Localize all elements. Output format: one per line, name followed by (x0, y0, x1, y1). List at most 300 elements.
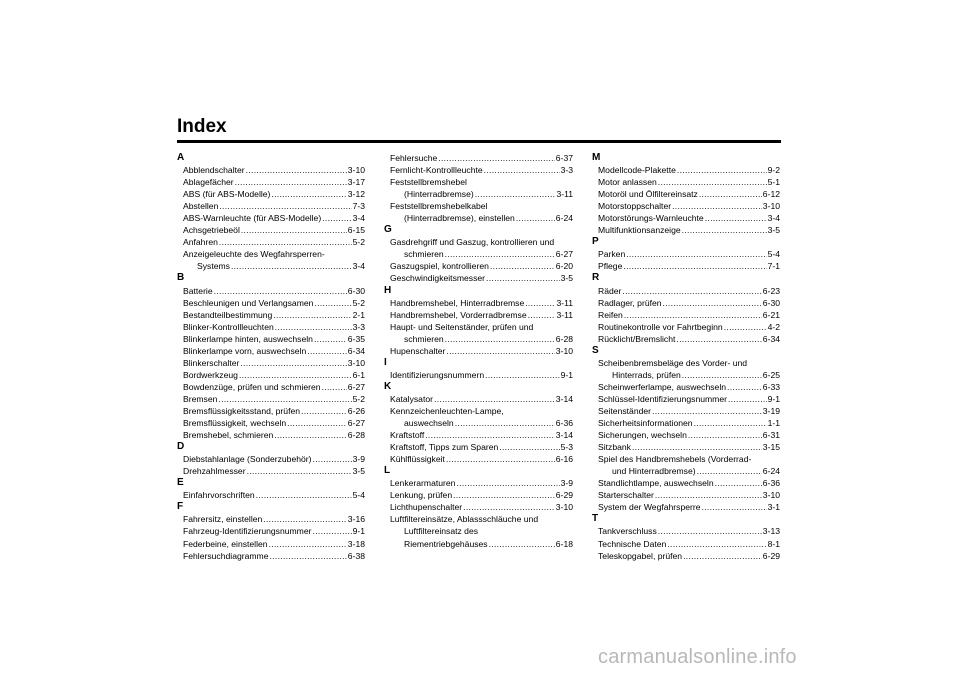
index-entry[interactable] (177, 345, 365, 357)
dot-leader (275, 321, 352, 333)
index-entry-page: 6-35 (347, 333, 365, 344)
index-entry-label: Batterie (183, 285, 213, 296)
index-entry-label: Scheinwerferlampe, auswechseln (598, 381, 727, 392)
index-entry-page: 6-37 (555, 153, 573, 163)
index-letter-heading: L (384, 465, 391, 477)
index-entry[interactable] (384, 260, 573, 272)
index-entry-label: Motoröl und Ölfiltereinsatz (598, 189, 698, 200)
index-entry-label: Hinterrads, prüfen (612, 369, 681, 380)
dot-leader (697, 465, 762, 477)
index-letter-heading: G (384, 224, 392, 236)
index-entry-page: 1-1 (767, 418, 780, 429)
index-entry-text: Spiel des Handbremshebels (Vorderrad- (598, 454, 752, 465)
index-entry[interactable] (384, 212, 573, 224)
dot-leader (453, 489, 555, 501)
index-entry-page: 3-12 (347, 189, 365, 200)
index-entry[interactable] (177, 393, 365, 405)
index-entry[interactable] (592, 501, 780, 513)
index-entry[interactable] (592, 333, 780, 345)
dot-leader (446, 345, 554, 357)
index-entry-label: Reifen (598, 309, 623, 320)
index-entry-label: Blinkerlampe hinten, auswechseln (183, 333, 313, 344)
index-entry-label: Drehzahlmesser (183, 466, 246, 477)
index-entry[interactable] (384, 272, 573, 284)
index-entry-page: 3-11 (556, 309, 573, 320)
index-entry-page: 3-13 (762, 526, 780, 537)
index-entry[interactable] (177, 429, 365, 441)
dot-leader (677, 164, 767, 176)
index-entry-label: Blinkerlampe vorn, auswechseln (183, 345, 307, 356)
dot-leader (438, 152, 555, 164)
dot-leader (688, 429, 762, 441)
index-entry-page: 3-3 (560, 165, 573, 176)
index-entry-page: 3-15 (762, 442, 780, 453)
dot-leader (489, 538, 555, 550)
index-entry-label: Motor anlassen (598, 177, 657, 188)
index-letter-heading: A (177, 152, 185, 163)
index-entry[interactable] (592, 248, 780, 260)
index-entry-label: Starterschalter (598, 490, 654, 501)
dot-leader (240, 357, 346, 369)
index-entry-label: (Hinterradbremse), einstellen (404, 213, 515, 224)
index-column-1 (177, 152, 365, 562)
index-entry-page: 5-2 (352, 297, 365, 308)
index-entry-page: 3-17 (347, 177, 365, 188)
index-entry[interactable] (177, 164, 365, 176)
index-entry-label: Geschwindigkeitsmesser (390, 273, 486, 284)
index-entry[interactable] (592, 489, 780, 501)
index-entry-page: 6-34 (762, 333, 780, 344)
index-entry[interactable] (384, 248, 573, 260)
index-entry[interactable] (384, 538, 573, 550)
dot-leader (322, 212, 351, 224)
index-entry-page: 4-2 (767, 321, 780, 332)
index-entry[interactable] (592, 285, 780, 297)
index-entry-label: Bremsen (183, 393, 218, 404)
index-entry-page: 6-24 (762, 466, 780, 477)
dot-leader (658, 176, 767, 188)
index-entry[interactable] (177, 453, 365, 465)
index-entry-label: Lenkerarmaturen (390, 478, 456, 489)
index-entry-label: schmieren (404, 333, 444, 344)
index-letter-heading: I (384, 356, 387, 368)
index-entry[interactable] (592, 381, 780, 393)
index-entry-label: Kraftstoff (390, 430, 425, 441)
dot-leader (485, 369, 559, 381)
index-letter-heading: E (177, 477, 184, 489)
index-entry-page: 6-18 (555, 538, 573, 549)
index-entry-label: Ablagefächer (183, 177, 234, 188)
index-entry[interactable] (592, 200, 780, 212)
index-entry-label: Blinkerschalter (183, 357, 240, 368)
index-entry[interactable] (592, 321, 780, 333)
index-entry[interactable] (177, 417, 365, 429)
index-letter-heading: T (592, 513, 599, 525)
index-entry-page: 5-4 (767, 249, 780, 260)
index-entry-label: Bordwerkzeug (183, 369, 238, 380)
index-entry-page: 6-20 (555, 261, 573, 272)
index-entry[interactable] (384, 453, 573, 465)
index-entry-label: Motorstoppschalter (598, 201, 672, 212)
index-entry-page: 6-27 (347, 381, 365, 392)
index-entry-label: Federbeine, einstellen (183, 538, 268, 549)
index-entry-page: 6-34 (347, 345, 365, 356)
dot-leader (301, 405, 347, 417)
dot-leader (446, 453, 555, 465)
index-entry-label: Fahrersitz, einstellen (183, 514, 263, 525)
dot-leader (269, 538, 347, 550)
index-entry[interactable] (384, 369, 573, 381)
index-entry-page: 9-1 (767, 393, 780, 404)
index-entry-text: Feststellbremshebelkabel (390, 201, 488, 212)
index-entry-page: 3-10 (555, 502, 573, 513)
index-entry-label: Bowdenzüge, prüfen und schmieren (183, 381, 321, 392)
index-entry-label: Motorstörungs-Warnleuchte (598, 213, 704, 224)
index-entry-page: 3-14 (555, 393, 573, 404)
dot-leader (475, 188, 556, 200)
index-entry-text: Luftfiltereinsatz des (404, 526, 479, 537)
index-entry[interactable] (177, 538, 365, 550)
index-entry[interactable] (384, 501, 573, 513)
index-entry-label: Abstellen (183, 201, 219, 212)
index-letter-heading: B (177, 272, 185, 284)
index-entry-label: Parken (598, 249, 626, 260)
index-entry[interactable] (177, 333, 365, 345)
index-letter-heading: H (384, 284, 392, 296)
index-entry-label: Sicherheitsinformationen (598, 418, 693, 429)
index-entry-label: Anfahren (183, 237, 218, 248)
dot-leader (626, 248, 766, 260)
dot-leader (445, 333, 555, 345)
index-entry-page: 3-4 (352, 261, 365, 272)
dot-leader (241, 224, 347, 236)
dot-leader (313, 525, 352, 537)
index-entry-label: Blinker-Kontrollleuchten (183, 321, 274, 332)
index-entry-label: Bremsflüssigkeit, wechseln (183, 418, 287, 429)
index-entry-page: 3-10 (347, 357, 365, 368)
index-letter-heading: D (177, 441, 185, 453)
index-entry[interactable] (592, 224, 780, 236)
dot-leader (247, 465, 352, 477)
index-entry[interactable] (177, 297, 365, 309)
index-entry-label: Fahrzeug-Identifizierungsnummer (183, 526, 312, 537)
index-entry[interactable] (384, 477, 573, 489)
index-entry[interactable] (384, 152, 573, 164)
dot-leader (667, 538, 766, 550)
index-entry-page: 3-9 (352, 454, 365, 465)
index-entry[interactable] (592, 405, 780, 417)
index-entry-page: 5-1 (767, 177, 780, 188)
index-column-3 (592, 152, 780, 562)
index-entry[interactable] (592, 550, 780, 562)
dot-leader (273, 309, 351, 321)
index-entry-label: ABS (für ABS-Modelle) (183, 189, 271, 200)
dot-leader (623, 260, 766, 272)
index-entry-label: System der Wegfahrsperre (598, 502, 701, 513)
dot-leader (287, 417, 347, 429)
dot-leader (727, 381, 762, 393)
index-entry-page: 6-23 (762, 285, 780, 296)
dot-leader (235, 176, 347, 188)
index-entry[interactable] (177, 200, 365, 212)
watermark: carmanualsonline.info (598, 646, 797, 668)
index-letter-heading: K (384, 380, 392, 392)
dot-leader (702, 501, 767, 513)
index-entry[interactable] (384, 429, 573, 441)
index-entry-page: 8-1 (767, 538, 780, 549)
index-entry[interactable] (384, 417, 573, 429)
dot-leader (219, 236, 352, 248)
index-entry-page: 3-11 (556, 189, 573, 200)
index-entry-page: 2-1 (352, 309, 365, 320)
index-entry-text: Anzeigeleuchte des Wegfahrsperren- (183, 249, 325, 260)
dot-leader (528, 309, 556, 321)
index-entry[interactable] (177, 260, 365, 272)
index-entry-text: Kennzeichenleuchten-Lampe, (390, 405, 504, 416)
index-entry-label: auswechseln (404, 418, 454, 429)
index-entry[interactable] (592, 176, 780, 188)
dot-leader (214, 285, 347, 297)
dot-leader (219, 200, 351, 212)
dot-leader (434, 393, 555, 405)
index-entry[interactable] (177, 405, 365, 417)
index-entry-label: Radlager, prüfen (598, 297, 662, 308)
index-entry[interactable] (592, 441, 780, 453)
dot-leader (663, 297, 762, 309)
index-entry-page: 5-2 (352, 393, 365, 404)
index-entry-page: 6-28 (555, 333, 573, 344)
index-entry-label: Hupenschalter (390, 345, 446, 356)
index-entry-page: 3-4 (352, 213, 365, 224)
index-entry-page: 3-18 (347, 538, 365, 549)
index-letter-heading: S (592, 344, 599, 356)
index-entry-page: 6-15 (347, 225, 365, 236)
index-entry[interactable] (177, 550, 365, 562)
index-column-2 (384, 152, 573, 550)
index-entry-label: Teleskopgabel, prüfen (598, 550, 683, 561)
index-entry-page: 6-28 (347, 430, 365, 441)
index-entry-text: Scheibenbremsbeläge des Vorder- und (598, 357, 748, 368)
index-entry[interactable] (384, 297, 573, 309)
index-letter-heading: P (592, 236, 599, 248)
dot-leader (525, 297, 555, 309)
index-entry[interactable] (177, 212, 365, 224)
index-entry[interactable] (177, 489, 365, 501)
index-entry-label: Modellcode-Plakette (598, 165, 676, 176)
index-entry-page: 6-27 (555, 249, 573, 260)
index-entry-label: Riementriebgehäuses (404, 538, 488, 549)
dot-leader (270, 550, 347, 562)
index-entry[interactable] (592, 297, 780, 309)
index-entry-page: 6-21 (762, 309, 780, 320)
index-entry[interactable] (592, 429, 780, 441)
index-entry-page: 3-5 (560, 273, 573, 284)
index-entry[interactable] (592, 260, 780, 272)
index-entry[interactable] (592, 369, 780, 381)
index-entry-label: Bremshebel, schmieren (183, 430, 274, 441)
index-entry-page: 6-27 (347, 418, 365, 429)
index-entry-label: Lichthupenschalter (390, 502, 463, 513)
index-entry[interactable] (592, 393, 780, 405)
index-entry-label: Rücklicht/Bremslicht (598, 333, 676, 344)
index-entry-page: 3-9 (560, 478, 573, 489)
index-entry-page: 9-1 (352, 526, 365, 537)
index-entry-page: 3-19 (762, 405, 780, 416)
index-entry-label: Routinekontrolle vor Fahrtbeginn (598, 321, 723, 332)
dot-leader (632, 441, 762, 453)
index-entry-page: 6-36 (555, 418, 573, 429)
dot-leader (655, 489, 762, 501)
index-entry-page: 6-24 (555, 213, 573, 224)
index-entry[interactable] (592, 538, 780, 550)
index-entry[interactable] (177, 381, 365, 393)
dot-leader (463, 501, 555, 513)
index-entry-page: 6-25 (762, 369, 780, 380)
dot-leader (694, 417, 767, 429)
index-entry-label: Pflege (598, 261, 623, 272)
dot-leader (456, 477, 559, 489)
index-entry[interactable] (177, 513, 365, 525)
index-entry-label: Lenkung, prüfen (390, 490, 453, 501)
dot-leader (314, 297, 351, 309)
index-entry[interactable] (384, 489, 573, 501)
index-entry-page: 6-33 (762, 381, 780, 392)
index-entry-label: Katalysator (390, 393, 433, 404)
index-entry[interactable] (177, 357, 365, 369)
index-entry-label: Schlüssel-Identifizierungsnummer (598, 393, 727, 404)
index-entry-label: Gaszugspiel, kontrollieren (390, 261, 489, 272)
index-entry-label: ABS-Warnleuchte (für ABS-Modelle) (183, 213, 322, 224)
index-entry-label: Sicherungen, wechseln (598, 430, 687, 441)
index-entry[interactable] (592, 477, 780, 489)
index-entry-text: Gasdrehgriff und Gaszug, kontrollieren und (390, 237, 555, 248)
page-title: Index (177, 116, 227, 137)
index-entry[interactable] (592, 164, 780, 176)
index-entry[interactable] (177, 176, 365, 188)
dot-leader (307, 345, 347, 357)
index-entry-page: 6-16 (555, 454, 573, 465)
dot-leader (246, 164, 347, 176)
dot-leader (652, 405, 762, 417)
dot-leader (622, 285, 761, 297)
index-letter-heading: M (592, 152, 601, 163)
dot-leader (516, 212, 555, 224)
dot-leader (274, 429, 347, 441)
dot-leader (231, 260, 352, 272)
index-entry[interactable] (177, 309, 365, 321)
index-entry[interactable] (177, 188, 365, 200)
title-rule (177, 140, 781, 143)
index-entry-label: Kühlflüssigkeit (390, 454, 445, 465)
index-entry-label: Beschleunigen und Verlangsamen (183, 297, 314, 308)
index-entry[interactable] (177, 321, 365, 333)
dot-leader (624, 309, 762, 321)
index-letter-heading: R (592, 272, 600, 284)
index-entry[interactable] (592, 525, 780, 537)
index-entry[interactable] (592, 309, 780, 321)
index-entry-label: Achsgetriebeöl (183, 225, 240, 236)
index-entry[interactable] (384, 333, 573, 345)
index-entry-text: Feststellbremshebel (390, 177, 467, 188)
dot-leader (699, 188, 762, 200)
index-entry-label: Sitzbank (598, 442, 631, 453)
index-entry-label: Technische Daten (598, 538, 667, 549)
index-entry-page: 6-30 (347, 285, 365, 296)
index-entry-page: 3-5 (352, 466, 365, 477)
index-entry-page: 9-1 (560, 369, 573, 380)
index-entry-page: 3-10 (762, 490, 780, 501)
index-entry-page: 6-29 (762, 550, 780, 561)
index-entry[interactable] (177, 525, 365, 537)
index-entry-text: Luftfiltereinsätze, Ablassschläuche und (390, 514, 539, 525)
index-entry[interactable] (384, 345, 573, 357)
index-entry[interactable] (592, 188, 780, 200)
index-entry-label: Räder (598, 285, 622, 296)
index-entry-label: (Hinterradbremse) (404, 189, 474, 200)
index-entry-label: Handbremshebel, Hinterradbremse (390, 297, 525, 308)
dot-leader (425, 429, 555, 441)
index-entry[interactable] (177, 285, 365, 297)
index-entry-label: Handbremshebel, Vorderradbremse (390, 309, 527, 320)
dot-leader (724, 321, 767, 333)
index-entry-page: 6-30 (762, 297, 780, 308)
dot-leader (715, 477, 762, 489)
index-entry-page: 3-14 (555, 430, 573, 441)
dot-leader (672, 200, 762, 212)
index-entry[interactable] (177, 224, 365, 236)
dot-leader (263, 513, 347, 525)
dot-leader (490, 260, 555, 272)
dot-leader (322, 381, 347, 393)
index-entry-page: 9-2 (767, 165, 780, 176)
index-entry-page: 7-3 (352, 201, 365, 212)
dot-leader (218, 393, 351, 405)
index-entry-label: schmieren (404, 249, 444, 260)
index-entry-text: Haupt- und Seitenständer, prüfen und (390, 321, 534, 332)
index-entry[interactable] (384, 164, 573, 176)
index-entry-label: Systems (197, 261, 230, 272)
dot-leader (682, 369, 762, 381)
index-entry-label: Standlichtlampe, auswechseln (598, 478, 714, 489)
index-entry[interactable] (384, 188, 573, 200)
index-entry[interactable] (592, 465, 780, 477)
index-entry[interactable] (384, 441, 573, 453)
index-entry[interactable] (592, 212, 780, 224)
index-entry-label: Bestandteilbestimmung (183, 309, 273, 320)
index-entry[interactable] (384, 309, 573, 321)
dot-leader (499, 441, 559, 453)
index-entry-page: 3-1 (767, 502, 780, 513)
index-letter-heading: F (177, 501, 184, 513)
dot-leader (676, 333, 761, 345)
index-entry[interactable] (177, 236, 365, 248)
index-entry[interactable] (177, 369, 365, 381)
index-entry-label: Multifunktionsanzeige (598, 225, 681, 236)
index-entry-page: 3-10 (762, 201, 780, 212)
dot-leader (455, 417, 555, 429)
index-entry[interactable] (177, 465, 365, 477)
index-entry-label: Fernlicht-Kontrollleuchte (390, 165, 483, 176)
dot-leader (445, 248, 555, 260)
index-entry[interactable] (384, 393, 573, 405)
index-entry-page: 3-16 (347, 514, 365, 525)
index-entry-label: Diebstahlanlage (Sonderzubehör) (183, 454, 312, 465)
index-entry-page: 5-3 (560, 442, 573, 453)
index-entry-page: 3-11 (556, 297, 573, 308)
dot-leader (658, 525, 762, 537)
dot-leader (705, 212, 767, 224)
index-entry[interactable] (592, 417, 780, 429)
